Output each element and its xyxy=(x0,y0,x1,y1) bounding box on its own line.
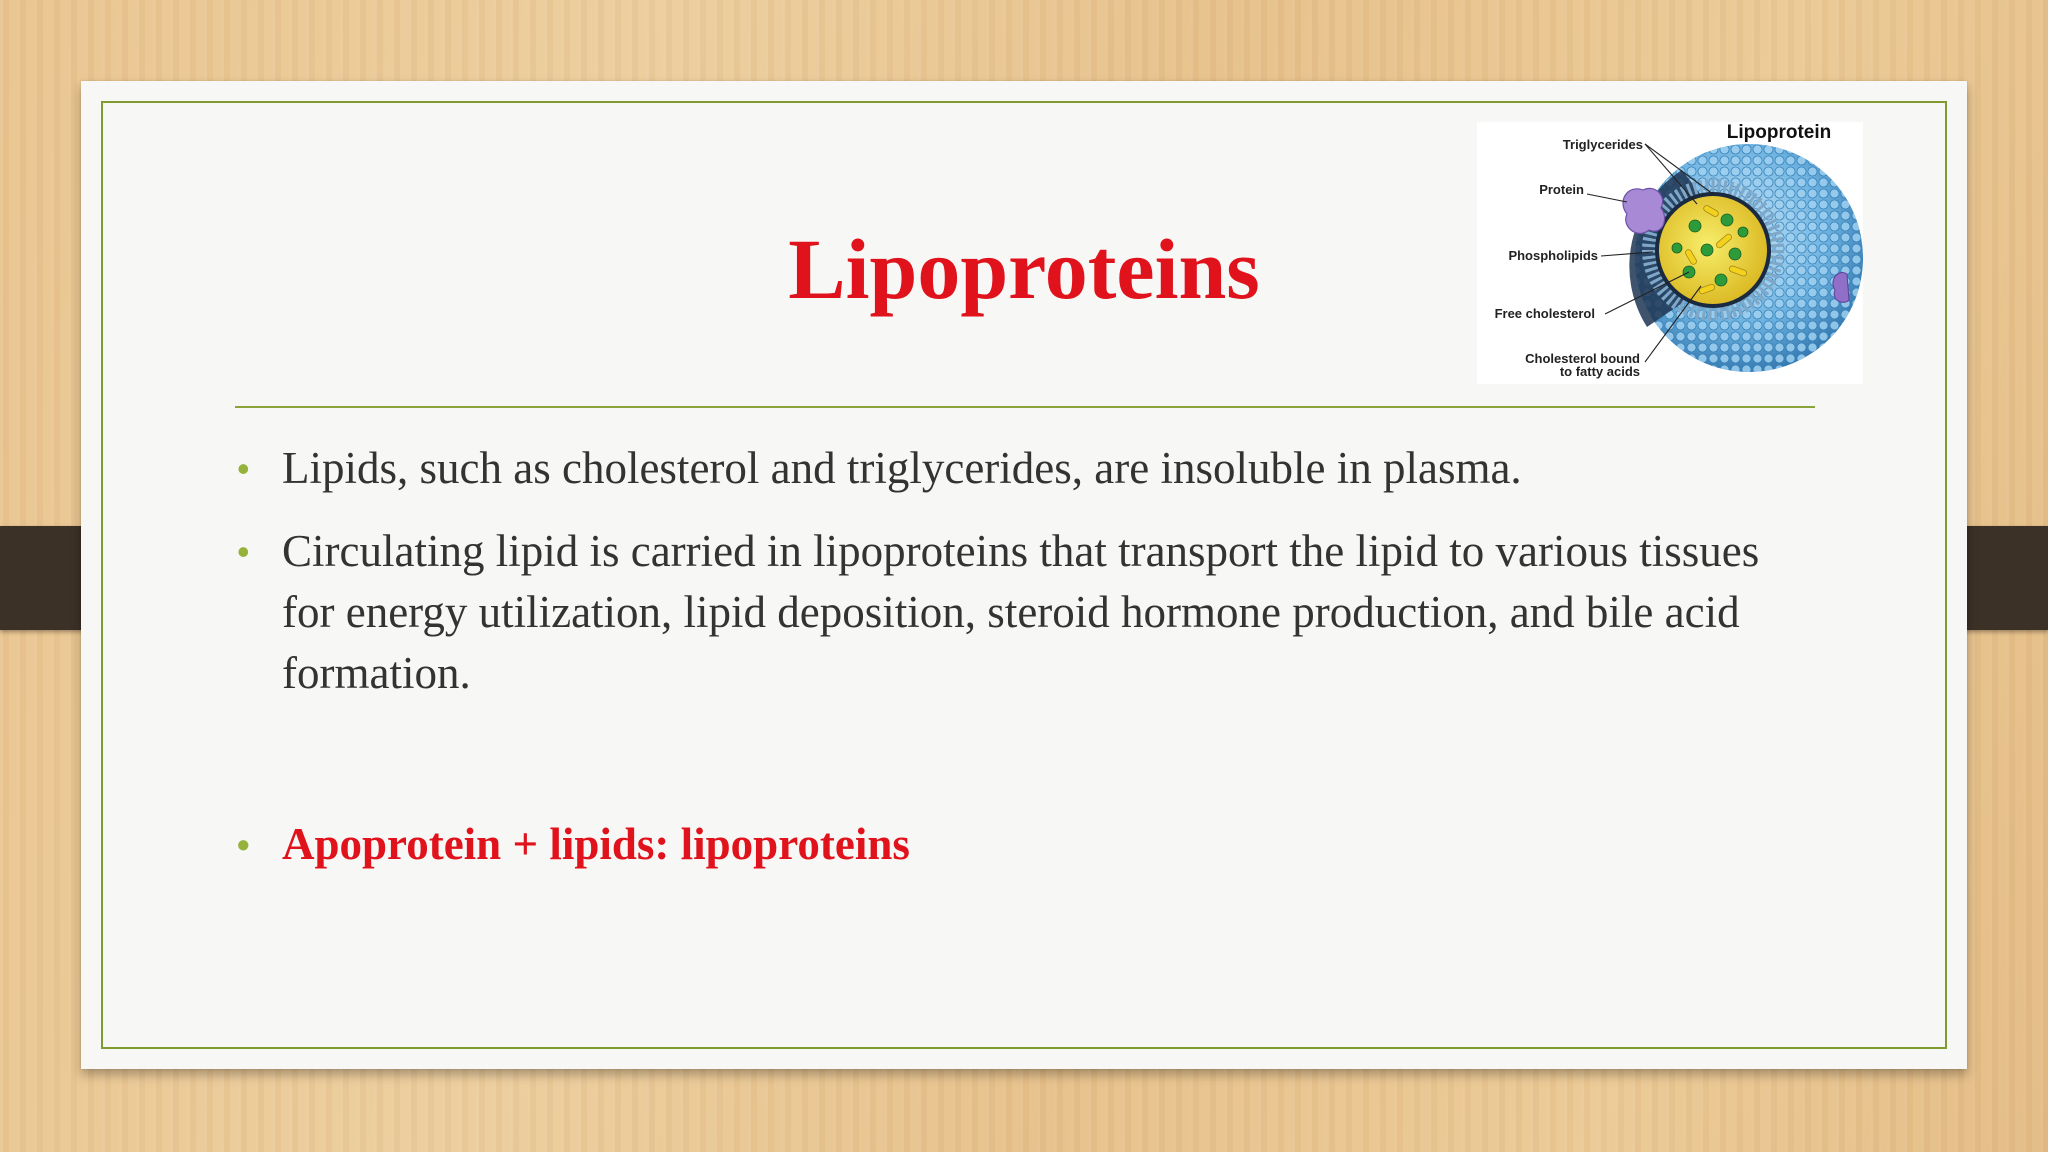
bullet-text: Lipids, such as cholesterol and triglycerides, are insoluble in plasma. xyxy=(282,443,1522,493)
bullet-item-circulating xyxy=(235,521,1815,704)
label-protein: Protein xyxy=(1539,182,1584,197)
label-to-fatty-acids: to fatty acids xyxy=(1559,364,1640,379)
label-phospholipids: Phospholipids xyxy=(1508,248,1598,263)
diagram-title: Lipoprotein xyxy=(1726,122,1832,143)
bullet-text: Apoprotein + lipids: lipoproteins xyxy=(282,819,910,869)
bullet-dot-icon: • xyxy=(237,448,250,489)
bullet-item-apoprotein xyxy=(235,814,1815,875)
label-cholesterol-bound: Cholesterol bound xyxy=(1525,351,1640,366)
lipoprotein-illustration xyxy=(1477,122,1863,384)
label-triglycerides: Triglycerides xyxy=(1562,137,1643,152)
bullet-text: Circulating lipid is carried in lipoproteins that transport the lipid to various tissues for energy utilization, lipid deposition, steroid hormone production, and bile acid formation. xyxy=(282,526,1760,698)
slide-title: Lipoproteins xyxy=(788,221,1260,317)
bullet-item-lipids xyxy=(235,438,1815,499)
protein-blob xyxy=(1623,188,1665,233)
lipoprotein-diagram xyxy=(1477,122,1863,384)
title-divider xyxy=(235,406,1815,408)
bullet-dot-icon: • xyxy=(237,531,250,572)
bullet-list xyxy=(235,438,1815,897)
label-free-cholesterol: Free cholesterol xyxy=(1494,306,1595,321)
bullet-dot-icon: • xyxy=(237,824,250,865)
